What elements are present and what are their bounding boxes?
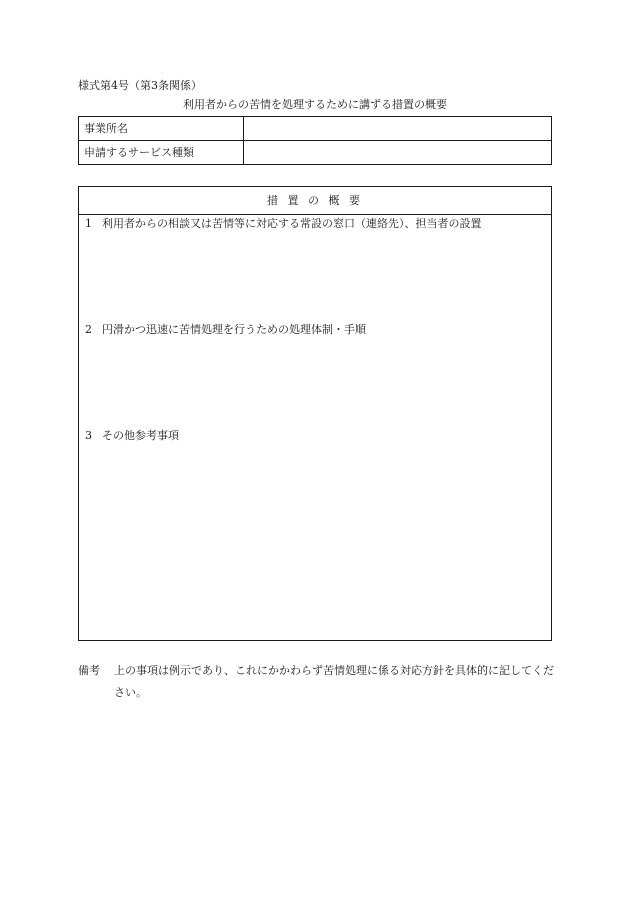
office-name-label: 事業所名 [79,117,244,141]
item-number: 3 [85,429,92,442]
measure-item-contact-window [85,217,482,231]
measures-heading: 措 置 の 概 要 [79,187,551,215]
remarks-label: 備考 [78,664,100,677]
item-text: 円滑かつ迅速に苦情処理を行うための処理体制・手順 [102,323,366,336]
service-type-field[interactable] [244,141,552,165]
item-number: 1 [85,217,92,230]
remarks-text: 上の事項は例示であり、これにかかわらず苦情処理に係る対応方針を具体的に記してください。 [114,664,554,699]
info-table [78,116,552,165]
office-name-field[interactable] [244,117,552,141]
item-number: 2 [85,323,92,336]
service-type-label: 申請するサービス種類 [79,141,244,165]
form-number: 様式第4号（第3条関係） [78,79,202,92]
item-text: 利用者からの相談又は苦情等に対応する常設の窓口（連絡先）、担当者の設置 [102,217,482,230]
measure-item-handling-system [85,323,366,337]
measures-box [78,186,552,641]
table-row [79,141,552,165]
document-title: 利用者からの苦情を処理するために講ずる措置の概要 [183,98,447,111]
table-row [79,117,552,141]
measure-item-other-notes [85,429,179,443]
item-text: その他参考事項 [102,429,179,442]
